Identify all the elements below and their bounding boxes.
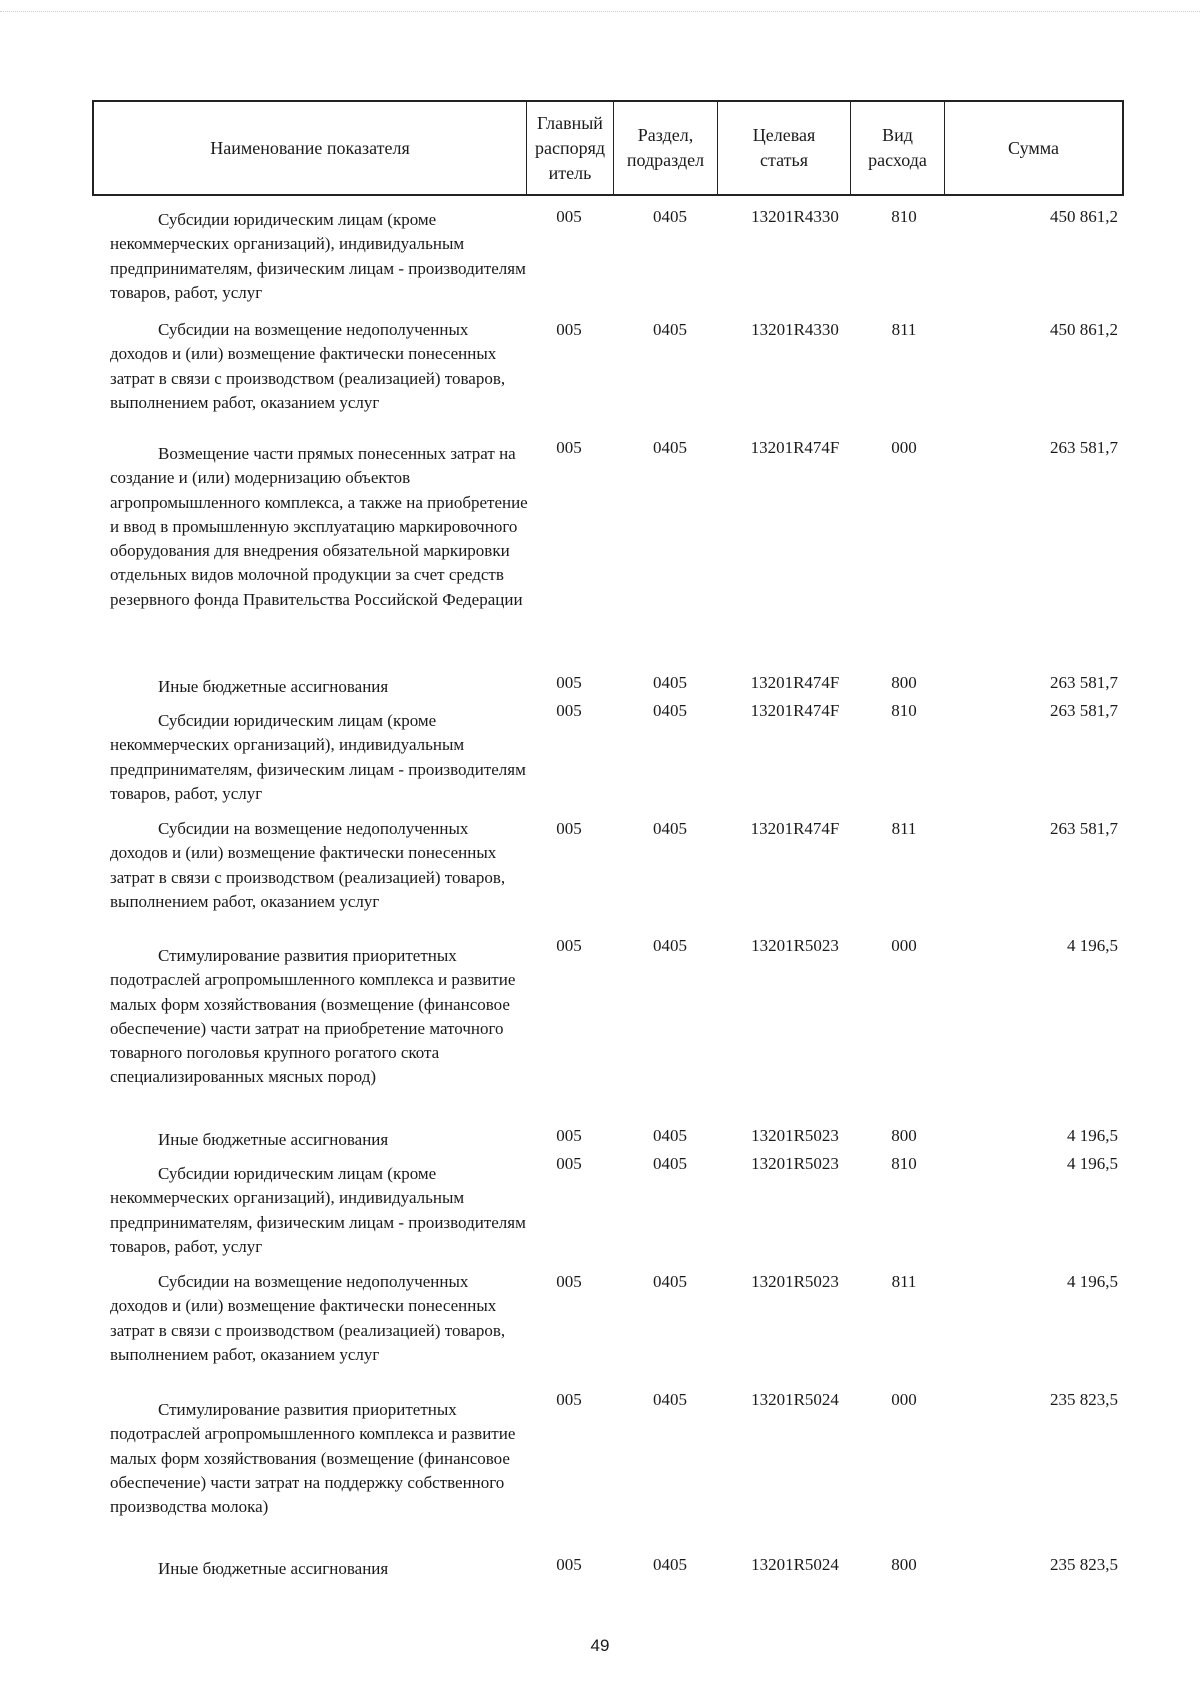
row-glavny: 005 — [556, 673, 582, 692]
row-name: Стимулирование развития приоритетных подотраслей агропромышленного комплекса и развитие малых форм хозяйствования (возмещение (финансовое обеспечение) части затрат на поддержку собственного производства молока) — [110, 1400, 516, 1517]
row-summa: 4 196,5 — [1067, 1154, 1118, 1173]
row-summa: 450 861,2 — [1050, 320, 1118, 339]
row-name: Иные бюджетные ассигнования — [158, 1559, 389, 1578]
row-vid: 800 — [891, 1126, 917, 1145]
row-name: Возмещение части прямых понесенных затрат на создание и (или) модернизацию объектов агропромышленного комплекса, а также на приобретение и ввод в промышленную эксплуатацию маркировочного оборудования для внедрения обязательной маркировки отдельных видов молочной продукции за счет средств резервного фонда Правительства Российской Федерации — [110, 444, 528, 609]
header-name — [94, 102, 526, 194]
row-glavny: 005 — [556, 701, 582, 720]
row-celevaya: 13201R474F — [750, 438, 840, 457]
row-celevaya: 13201R474F — [750, 701, 840, 720]
row-celevaya: 13201R4330 — [751, 320, 839, 339]
row-glavny: 005 — [556, 936, 582, 955]
row-razdel: 0405 — [653, 1126, 687, 1145]
row-celevaya: 13201R5023 — [751, 1272, 839, 1291]
row-glavny: 005 — [556, 1272, 582, 1291]
row-summa: 450 861,2 — [1050, 207, 1118, 226]
row-razdel: 0405 — [653, 1154, 687, 1173]
row-vid: 800 — [891, 1555, 917, 1574]
row-name: Стимулирование развития приоритетных подотраслей агропромышленного комплекса и развитие малых форм хозяйствования (возмещение (финансовое обеспечение) части затрат на приобретение маточного товарного поголовья крупного рогатого скота специализированных мясных пород) — [110, 946, 516, 1087]
row-vid: 000 — [891, 1390, 917, 1409]
header-glavny — [527, 102, 613, 194]
header-summa — [945, 102, 1122, 194]
row-razdel: 0405 — [653, 207, 687, 226]
row-razdel: 0405 — [653, 1555, 687, 1574]
header-celevaya-line1: Целевая — [752, 125, 816, 145]
row-name: Субсидии юридическим лицам (кроме некоммерческих организаций), индивидуальным предпринимателям, физическим лицам - производителям товаров, работ, услуг — [110, 210, 526, 302]
row-razdel: 0405 — [653, 320, 687, 339]
row-vid: 810 — [891, 701, 917, 720]
row-name: Субсидии на возмещение недополученных доходов и (или) возмещение фактически понесенных затрат в связи с производством (реализацией) товаров, выполнением работ, оказанием услуг — [110, 1272, 506, 1364]
row-summa: 4 196,5 — [1067, 1272, 1118, 1291]
row-vid: 000 — [891, 936, 917, 955]
row-vid: 811 — [891, 1272, 917, 1291]
row-name: Иные бюджетные ассигнования — [158, 1130, 389, 1149]
header-vid-line2: расхода — [868, 150, 927, 170]
header-razdel-line1: Раздел, — [637, 125, 694, 145]
header-razdel-line2: подраздел — [626, 150, 705, 170]
row-celevaya: 13201R5023 — [751, 1126, 839, 1145]
page-number: 49 — [590, 1636, 610, 1655]
row-summa: 263 581,7 — [1050, 819, 1118, 838]
row-vid: 800 — [891, 673, 917, 692]
header-razdel — [614, 102, 717, 194]
row-celevaya: 13201R474F — [750, 819, 840, 838]
header-summa-text: Сумма — [1008, 137, 1059, 158]
row-glavny: 005 — [556, 1555, 582, 1574]
row-razdel: 0405 — [653, 1272, 687, 1291]
row-celevaya: 13201R5024 — [751, 1390, 839, 1409]
row-vid: 810 — [891, 1154, 917, 1173]
row-glavny: 005 — [556, 320, 582, 339]
row-vid: 810 — [891, 207, 917, 226]
row-summa: 263 581,7 — [1050, 673, 1118, 692]
row-vid: 811 — [891, 819, 917, 838]
row-name: Субсидии на возмещение недополученных доходов и (или) возмещение фактически понесенных затрат в связи с производством (реализацией) товаров, выполнением работ, оказанием услуг — [110, 320, 506, 412]
row-razdel: 0405 — [653, 1390, 687, 1409]
row-vid: 000 — [891, 438, 917, 457]
row-name: Субсидии на возмещение недополученных доходов и (или) возмещение фактически понесенных затрат в связи с производством (реализацией) товаров, выполнением работ, оказанием услуг — [110, 819, 506, 911]
row-summa: 4 196,5 — [1067, 1126, 1118, 1145]
header-glavny-line1: Главный — [537, 112, 603, 133]
row-glavny: 005 — [556, 1154, 582, 1173]
header-celevaya — [718, 102, 850, 194]
header-name-text: Наименование показателя — [210, 137, 410, 158]
row-vid: 811 — [891, 320, 917, 339]
row-celevaya: 13201R474F — [750, 673, 840, 692]
row-name: Субсидии юридическим лицам (кроме некоммерческих организаций), индивидуальным предпринимателям, физическим лицам - производителям товаров, работ, услуг — [110, 711, 526, 803]
header-glavny-line3: итель — [548, 162, 592, 183]
row-name: Субсидии юридическим лицам (кроме некоммерческих организаций), индивидуальным предпринимателям, физическим лицам - производителям товаров, работ, услуг — [110, 1164, 526, 1256]
header-glavny-line2: распоряд — [534, 137, 606, 158]
row-glavny: 005 — [556, 1126, 582, 1145]
row-glavny: 005 — [556, 207, 582, 226]
header-vid — [851, 102, 944, 194]
row-summa: 263 581,7 — [1050, 701, 1118, 720]
row-glavny: 005 — [556, 1390, 582, 1409]
table-header — [92, 100, 1124, 196]
row-razdel: 0405 — [653, 701, 687, 720]
row-celevaya: 13201R5023 — [751, 1154, 839, 1173]
row-celevaya: 13201R5023 — [751, 936, 839, 955]
row-summa: 4 196,5 — [1067, 936, 1118, 955]
row-razdel: 0405 — [653, 673, 687, 692]
row-glavny: 005 — [556, 438, 582, 457]
row-razdel: 0405 — [653, 936, 687, 955]
row-summa: 235 823,5 — [1050, 1555, 1118, 1574]
scan-edge-line — [0, 11, 1200, 12]
row-summa: 235 823,5 — [1050, 1390, 1118, 1409]
row-summa: 263 581,7 — [1050, 438, 1118, 457]
row-celevaya: 13201R5024 — [751, 1555, 839, 1574]
row-razdel: 0405 — [653, 438, 687, 457]
row-razdel: 0405 — [653, 819, 687, 838]
row-glavny: 005 — [556, 819, 582, 838]
header-vid-line1: Вид — [882, 125, 913, 145]
row-name: Иные бюджетные ассигнования — [158, 677, 389, 696]
header-celevaya-line2: статья — [760, 150, 808, 170]
row-celevaya: 13201R4330 — [751, 207, 839, 226]
